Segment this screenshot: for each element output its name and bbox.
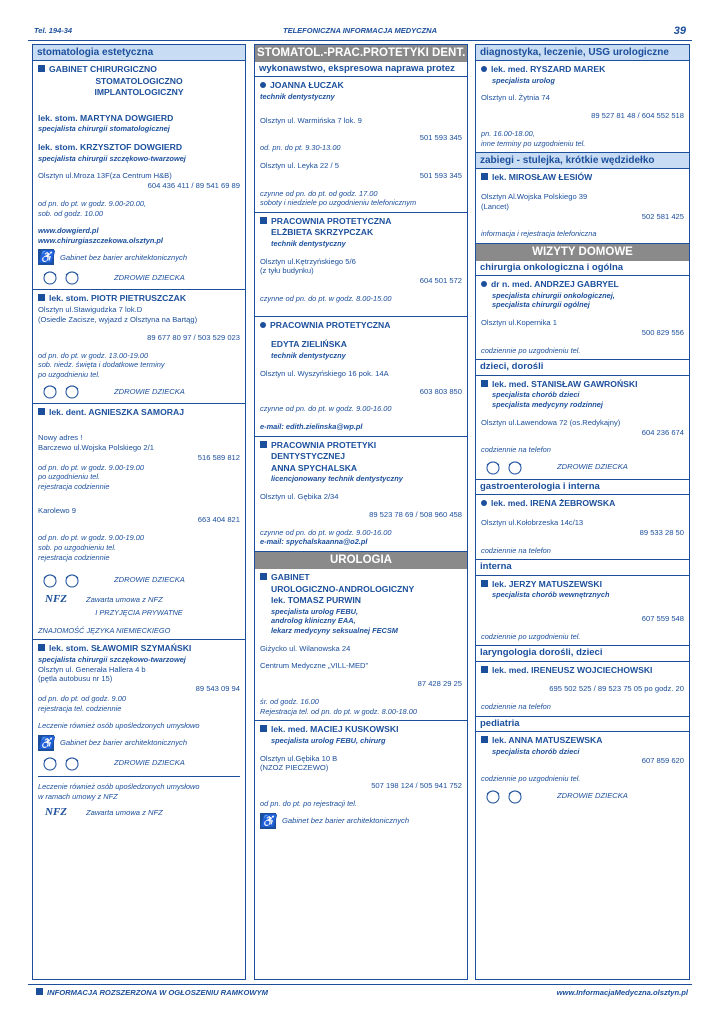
square-bullet-icon <box>36 988 43 995</box>
listing-name-line: EDYTA ZIELIŃSKA <box>271 339 347 350</box>
round-bullet-icon <box>260 322 266 328</box>
phone: 500 829 556 <box>641 327 684 337</box>
child-health-label: ZDROWIE DZIECKA <box>557 790 628 800</box>
phone: 502 581 425 <box>641 211 684 221</box>
listing <box>33 290 245 404</box>
child-health-label: ZDROWIE DZIECKA <box>114 758 185 768</box>
square-bullet-icon <box>481 736 488 743</box>
hours: codziennie po uzgodnieniu tel. <box>481 631 581 641</box>
hours: czynne od pn. do pt. w godz. 9.00-16.00 <box>260 404 392 414</box>
phone: 604 236 674 <box>641 427 684 437</box>
hours: czynne od pn. do pt. w godz. 8.00-15.00 <box>260 294 392 304</box>
listing-name: lek. med. IRENA ŻEBROWSKA <box>491 498 616 509</box>
address: Olsztyn ul.Stawigudzka 7 lok.D <box>38 305 143 315</box>
hours: czynne od pn. do pt. od godz. 17.00 <box>260 188 378 198</box>
child-health-label: ZDROWIE DZIECKA <box>557 462 628 472</box>
round-bullet-icon <box>481 500 487 506</box>
children-faces-icon <box>481 788 533 804</box>
address: Olsztyn ul.Kopernika 1 <box>481 318 557 328</box>
hours: inne terminy po uzgodnieniu tel. <box>481 138 586 148</box>
listing-name-line: ANNA SPYCHALSKA <box>271 462 358 473</box>
divider <box>38 776 240 777</box>
listing-name-line: ELŻBIETA SKRZYPCZAK <box>271 227 374 238</box>
section-subheading: pediatria <box>476 717 689 732</box>
address: (pętla autobusu nr 15) <box>38 674 113 684</box>
address: Olsztyn ul.Lawendowa 72 (os.Redykajny) <box>481 417 621 427</box>
phone: 603 803 850 <box>419 386 462 396</box>
square-bullet-icon <box>481 666 488 673</box>
children-faces-icon <box>38 269 90 285</box>
section-heading: UROLOGIA <box>255 552 467 569</box>
listing <box>255 213 467 317</box>
website-link[interactable]: www.chirurgiaszczekowa.olsztyn.pl <box>38 235 163 245</box>
nfz-logo: NFZ <box>45 593 67 606</box>
hours: Rejestracja tel. od pn. do pt. w godz. 8.00-18.00 <box>260 706 417 716</box>
round-bullet-icon <box>481 281 487 287</box>
doctor-name: lek. stom. KRZYSZTOF DOWGIERD <box>38 142 183 152</box>
phone: 663 404 821 <box>197 515 240 525</box>
round-bullet-icon <box>481 66 487 72</box>
wheelchair-icon: ♿ <box>38 250 54 265</box>
square-bullet-icon <box>260 573 267 580</box>
wheelchair-icon: ♿ <box>38 736 54 751</box>
hours: od pn. do pt. w godz. 9.00-19.00 <box>38 462 145 472</box>
phone: 607 559 548 <box>641 613 684 623</box>
listing <box>476 732 689 808</box>
listing-name: GABINET <box>271 571 310 582</box>
header-rule <box>28 40 692 41</box>
hours: codziennie po uzgodnieniu tel. <box>481 774 581 784</box>
wheelchair-icon: ♿ <box>260 813 276 828</box>
address: Olsztyn ul. Generała Hallera 4 b <box>38 664 146 674</box>
specialty: specjalista chirurgii szczękowo-twarzowej <box>38 153 186 163</box>
specialty: licencjonowany technik dentystyczny <box>271 474 403 484</box>
column-2 <box>254 44 468 980</box>
address: Karolewo 9 <box>38 505 76 515</box>
phone: 516 589 812 <box>197 452 240 462</box>
hours: od pn. do pt. po rejestracji tel. <box>260 799 357 809</box>
phone: 89 533 28 50 <box>639 527 684 537</box>
section-heading: diagnostyka, leczenie, USG urologiczne <box>476 45 689 61</box>
specialty: technik dentystyczny <box>271 239 346 248</box>
listing <box>476 495 689 560</box>
specialty: specjalista urolog FEBU, <box>271 606 359 616</box>
address: Giżycko ul. Wilanowska 24 <box>260 643 351 653</box>
listing-name: GABINET CHIRURGICZNO <box>49 64 157 74</box>
page-header <box>28 24 692 39</box>
section-subheading: laryngologia dorośli, dzieci <box>476 646 689 661</box>
address: Centrum Medyczne „VILL-MED” <box>260 661 369 671</box>
listing <box>476 376 689 480</box>
square-bullet-icon <box>38 65 45 72</box>
listing <box>255 569 467 721</box>
hours: od pn. do pt. od godz. 9.00 <box>38 694 126 704</box>
address: (Lancet) <box>481 201 509 211</box>
nfz-note: Zawarta umowa z NFZ <box>86 595 163 605</box>
square-bullet-icon <box>481 380 488 387</box>
address: (z tyłu budynku) <box>260 266 314 276</box>
specialty: androlog kliniczny EAA, <box>271 616 356 626</box>
listing-name-line: STOMATOLOGICZNO <box>95 75 183 86</box>
care-note: Leczenie również osób upośledzonych umysłowo <box>38 721 200 731</box>
section-subheading: gastroenterologia i interna <box>476 480 689 495</box>
barrier-free-note: Gabinet bez barier architektonicznych <box>60 252 188 262</box>
listing-name: lek. dent. AGNIESZKA SAMORAJ <box>49 407 184 418</box>
hours: informacja i rejestracja telefoniczna <box>481 229 597 239</box>
listing-name: lek. med. MACIEJ KUSKOWSKI <box>271 724 399 735</box>
address: Olsztyn ul. Gębika 2/34 <box>260 492 339 502</box>
section-subheading: interna <box>476 560 689 575</box>
care-note: Leczenie również osób upośledzonych umysłowo <box>38 782 200 792</box>
specialty: technik dentystyczny <box>260 91 335 101</box>
column-3 <box>475 44 690 980</box>
listing-name: dr n. med. ANDRZEJ GABRYEL <box>491 279 619 290</box>
hours: codziennie po uzgodnieniu tel. <box>481 345 581 355</box>
phone: 89 677 80 97 / 503 529 023 <box>147 332 240 342</box>
listing <box>476 662 689 717</box>
specialty: lekarz medycyny seksualnej FECSM <box>271 625 398 635</box>
listing-name-line: DENTYSTYCZNEJ <box>271 451 346 462</box>
doctor-name: lek. TOMASZ PURWIN <box>271 595 361 606</box>
hours: rejestracja codziennie <box>38 481 110 491</box>
address: Olsztyn Al.Wojska Polskiego 39 <box>481 191 588 201</box>
square-bullet-icon <box>260 725 267 732</box>
square-bullet-icon <box>38 294 45 301</box>
square-bullet-icon <box>38 408 45 415</box>
specialty: specjalista chorób dzieci <box>492 390 580 400</box>
language-note: ZNAJOMOŚĆ JĘZYKA NIEMIECKIEGO <box>38 625 171 635</box>
phone: 87 428 29 25 <box>417 679 462 689</box>
hours: sob. niedz. święta i dodatkowe terminy <box>38 360 165 370</box>
header-tel: Tel. 194-34 <box>34 26 73 35</box>
listing <box>476 576 689 647</box>
address: Olsztyn ul. Wyszyńskiego 16 pok. 14A <box>260 368 389 378</box>
phone: 695 502 525 / 89 523 75 05 po godz. 20 <box>549 684 684 694</box>
section-heading: stomatologia estetyczna <box>33 45 245 61</box>
listing <box>476 276 689 360</box>
hours: rejestracja tel. codziennie <box>38 703 122 713</box>
specialty: specjalista urolog FEBU, chirurg <box>271 736 386 745</box>
hours: śr. od godz. 16.00 <box>260 697 319 707</box>
section-subheading: chirurgia onkologiczna i ogólna <box>476 261 689 276</box>
page-footer <box>28 984 692 997</box>
listing <box>255 721 467 832</box>
child-health-label: ZDROWIE DZIECKA <box>114 386 185 396</box>
listing-name: lek. MIROSŁAW ŁESIÓW <box>492 172 593 183</box>
address: Olsztyn ul.Gębika 10 B <box>260 753 338 763</box>
listing-name-line: IMPLANTOLOGICZNY <box>94 87 184 98</box>
doctor-name: lek. stom. MARTYNA DOWGIERD <box>38 112 174 123</box>
address: Olsztyn ul.Kołobrzeska 14c/13 <box>481 517 584 527</box>
hours: od. pn. do pt. 9.30-13.00 <box>260 143 341 153</box>
specialty: specjalista chirurgii ogólnej <box>492 300 590 310</box>
specialty: specjalista medycyny rodzinnej <box>492 400 603 410</box>
listing <box>255 317 467 437</box>
children-faces-icon <box>38 383 90 399</box>
listing-name: PRACOWNIA PROTETYCZNA <box>271 215 392 226</box>
phone: 604 436 411 / 89 541 69 89 <box>147 181 240 191</box>
hours: czynne od pn. do pt. w godz. 9.00-16.00 <box>260 527 392 537</box>
listing <box>33 61 245 290</box>
care-note: w ramach umowy z NFZ <box>38 791 118 801</box>
phone: 501 593 345 <box>419 133 462 143</box>
nfz-note: Zawarta umowa z NFZ <box>86 808 163 818</box>
footer-website[interactable]: www.InformacjaMedyczna.olsztyn.pl <box>556 988 688 997</box>
listing <box>255 437 467 552</box>
listing <box>476 61 689 153</box>
phone: 607 859 620 <box>641 756 684 766</box>
square-bullet-icon <box>481 580 488 587</box>
listing <box>33 404 245 640</box>
address: Olsztyn ul.Kętrzyńskiego 5/6 <box>260 256 356 266</box>
private-note: I PRZYJĘCIA PRYWATNE <box>95 608 183 618</box>
listing-name: lek. stom. SŁAWOMIR SZYMAŃSKI <box>49 643 192 654</box>
specialty: specjalista chirurgii stomatologicznej <box>38 124 170 134</box>
address: Olsztyn ul. Żytnia 74 <box>481 93 550 103</box>
square-bullet-icon <box>38 644 45 651</box>
section-subheading: wykonawstwo, ekspresowa naprawa protez <box>255 62 467 77</box>
barrier-free-note: Gabinet bez barier architektonicznych <box>282 815 410 825</box>
email-link[interactable]: e-mail: edith.zielinska@wp.pl <box>260 421 363 431</box>
address: (Osiedle Zacisze, wyjazd z Olsztyna na Bartąg) <box>38 314 198 324</box>
hours: po uzgodnieniu tel. <box>38 369 101 379</box>
phone: 89 527 81 48 / 604 552 518 <box>591 111 684 121</box>
page-number: 39 <box>673 25 686 37</box>
hours: codziennie na telefon <box>481 702 551 712</box>
child-health-label: ZDROWIE DZIECKA <box>114 272 185 282</box>
square-bullet-icon <box>260 441 267 448</box>
listing-name: lek. med. RYSZARD MAREK <box>491 64 606 74</box>
hours: codziennie na telefon <box>481 445 551 455</box>
specialty: specjalista chirurgii onkologicznej, <box>492 290 615 300</box>
section-heading: STOMATOL.-PRAC.PROTETYKI DENT. <box>255 45 467 62</box>
address: (NZOZ PIECZEWO) <box>260 763 329 773</box>
address-note: Nowy adres ! <box>38 433 83 443</box>
hours: rejestracja codziennie <box>38 552 110 562</box>
address: Olsztyn ul. Warmińska 7 lok. 9 <box>260 115 362 125</box>
specialty: specjalista chorób wewnętrznych <box>492 590 610 600</box>
listing-name: lek. ANNA MATUSZEWSKA <box>492 735 603 746</box>
square-bullet-icon <box>260 217 267 224</box>
barrier-free-note: Gabinet bez barier architektonicznych <box>60 738 188 748</box>
section-heading: WIZYTY DOMOWE <box>476 244 689 261</box>
children-faces-icon <box>481 459 533 475</box>
specialty: specjalista chirurgii szczękowo-twarzowej <box>38 654 186 664</box>
section-subheading: dzieci, dorośli <box>476 360 689 375</box>
listing <box>255 77 467 213</box>
phone: 89 523 78 69 / 508 960 458 <box>369 509 462 519</box>
children-faces-icon <box>38 755 90 771</box>
hours: codziennie na telefon <box>481 545 551 555</box>
email-link[interactable]: e-mail: spychalskaanna@o2.pl <box>260 537 368 547</box>
hours: po uzgodnieniu tel. <box>38 472 101 482</box>
hours: od pn. do pt. w godz. 9.00-19.00 <box>38 533 145 543</box>
child-health-label: ZDROWIE DZIECKA <box>114 575 185 585</box>
address: Barczewo ul.Wojska Polskiego 2/1 <box>38 442 154 452</box>
round-bullet-icon <box>260 82 266 88</box>
listing-name: JOANNA ŁUCZAK <box>270 80 344 91</box>
specialty: specjalista urolog <box>492 75 555 85</box>
hours: sob. od godz. 10.00 <box>38 208 103 218</box>
hours: od pn. do pt. w godz. 9.00-20.00, <box>38 198 147 208</box>
header-title: TELEFONICZNA INFORMACJA MEDYCZNA <box>282 26 438 35</box>
address: Olsztyn ul.Mroza 13F(za Centrum H&B) <box>38 171 172 181</box>
listing-name-line: UROLOGICZNO-ANDROLOGICZNY <box>271 583 415 594</box>
listing <box>476 169 689 244</box>
phone: 501 593 345 <box>419 170 462 180</box>
listing-name: PRACOWNIA PROTETYKI <box>271 439 377 450</box>
square-bullet-icon <box>481 173 488 180</box>
footer-note <box>36 988 268 998</box>
listing-name: lek. JERZY MATUSZEWSKI <box>492 578 602 589</box>
listing-name: PRACOWNIA PROTETYCZNA <box>270 319 391 330</box>
specialty: technik dentystyczny <box>271 351 346 361</box>
listing-name: lek. stom. PIOTR PIETRUSZCZAK <box>49 293 187 304</box>
hours: sob. po uzgodnieniu tel. <box>38 542 117 552</box>
phone: 507 198 124 / 505 941 752 <box>371 781 462 791</box>
children-faces-icon <box>38 572 90 588</box>
footer-text: INFORMACJA ROZSZERZONA W OGŁOSZENIU RAMKOWYM <box>47 988 268 997</box>
listing <box>33 640 245 825</box>
column-1 <box>32 44 246 980</box>
website-link[interactable]: www.dowgierd.pl <box>38 226 99 236</box>
phone: 89 543 09 94 <box>195 684 240 694</box>
specialty: specjalista chorób dzieci <box>492 746 580 756</box>
hours: od pn. do pt. w godz. 13.00-19.00 <box>38 350 149 360</box>
phone: 604 501 572 <box>419 276 462 286</box>
listing-name: lek. med. IRENEUSZ WOJCIECHOWSKI <box>492 664 653 675</box>
section-heading: zabiegi - stulejka, krótkie wędzidełko <box>476 153 689 169</box>
listing-name: lek. med. STANISŁAW GAWROŃSKI <box>492 378 638 389</box>
hours: pn. 16.00-18.00, <box>481 128 535 138</box>
nfz-logo: NFZ <box>45 806 67 819</box>
address: Olsztyn ul. Leyka 22 / 5 <box>260 160 339 170</box>
hours: soboty i niedziele po uzgodnieniu telefonicznym <box>260 198 417 208</box>
